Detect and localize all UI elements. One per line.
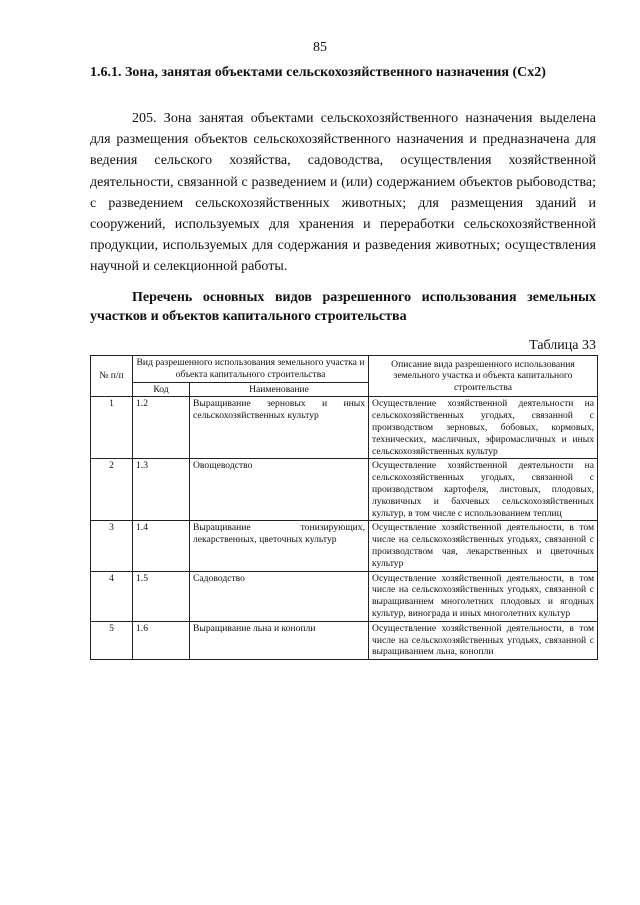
row-name: Выращивание зерновых и иных сельскохозяйственных культур xyxy=(190,397,369,459)
row-description: Осуществление хозяйственной деятельности, в том числе на сельскохозяйственных угодьях, связанной с выращиванием многолетних плодовых и ягодных культур, винограда и иных многолетних культур xyxy=(369,571,598,621)
row-code: 1.2 xyxy=(133,397,190,459)
header-code: Код xyxy=(133,382,190,397)
table-row xyxy=(91,397,598,459)
row-name: Овощеводство xyxy=(190,459,369,521)
row-description: Осуществление хозяйственной деятельности на сельскохозяйственных угодьях, связанной с производством зерновых, бобовых, кормовых, технических, масличных, эфиромасличных и иных сельскохозяйственных культур xyxy=(369,397,598,459)
header-num: № п/п xyxy=(91,356,133,397)
row-num: 3 xyxy=(91,521,133,571)
permitted-use-table xyxy=(90,355,598,660)
row-name: Выращивание льна и конопли xyxy=(190,621,369,659)
table-header-row xyxy=(91,356,598,383)
section-heading: 1.6.1. Зона, занятая объектами сельскохозяйственного назначения (Сх2) xyxy=(90,65,546,80)
table-caption: Таблица 33 xyxy=(529,338,596,353)
row-num: 5 xyxy=(91,621,133,659)
row-num: 2 xyxy=(91,459,133,521)
row-code: 1.4 xyxy=(133,521,190,571)
table-row xyxy=(91,621,598,659)
row-num: 1 xyxy=(91,397,133,459)
page-number: 85 xyxy=(313,40,327,55)
header-description: Описание вида разрешенного использования земельного участка и объекта капитального строительства xyxy=(369,356,598,397)
list-title: Перечень основных видов разрешенного использования земельных участков и объектов капитального строительства xyxy=(90,290,596,324)
row-code: 1.3 xyxy=(133,459,190,521)
table-row xyxy=(91,571,598,621)
row-description: Осуществление хозяйственной деятельности, в том числе на сельскохозяйственных угодьях, связанной с производством чая, лекарственных и цветочных культур xyxy=(369,521,598,571)
row-code: 1.6 xyxy=(133,621,190,659)
table-row xyxy=(91,521,598,571)
row-num: 4 xyxy=(91,571,133,621)
header-name: Наименование xyxy=(190,382,369,397)
zone-description-paragraph: 205. Зона занятая объектами сельскохозяйственного назначения выделена для размещения объектов сельскохозяйственного назначения и предназначена для ведения сельского хозяйства, садоводства, осуществления хозяйственной деятельности, связанной с разведением и (или) содержанием объектов рыбоводства; с разведением сельскохозяйственных животных; для размещения зданий и сооружений, используемых для хранения и переработки сельскохозяйственной продукции, используемых для содержания и разведения животных; осуществления научной и селекционной работы. xyxy=(90,111,596,275)
row-description: Осуществление хозяйственной деятельности на сельскохозяйственных угодьях, связанной с производством картофеля, листовых, плодовых, луковичных и бахчевых сельскохозяйственных культур, в том числе с использованием теплиц xyxy=(369,459,598,521)
row-name: Садоводство xyxy=(190,571,369,621)
table-row xyxy=(91,459,598,521)
row-description: Осуществление хозяйственной деятельности, в том числе на сельскохозяйственных угодьях, связанной с выращиванием льна, конопли xyxy=(369,621,598,659)
row-name: Выращивание тонизирующих, лекарственных, цветочных культур xyxy=(190,521,369,571)
row-code: 1.5 xyxy=(133,571,190,621)
header-use-type: Вид разрешенного использования земельного участка и объекта капитального строительства xyxy=(133,356,369,383)
